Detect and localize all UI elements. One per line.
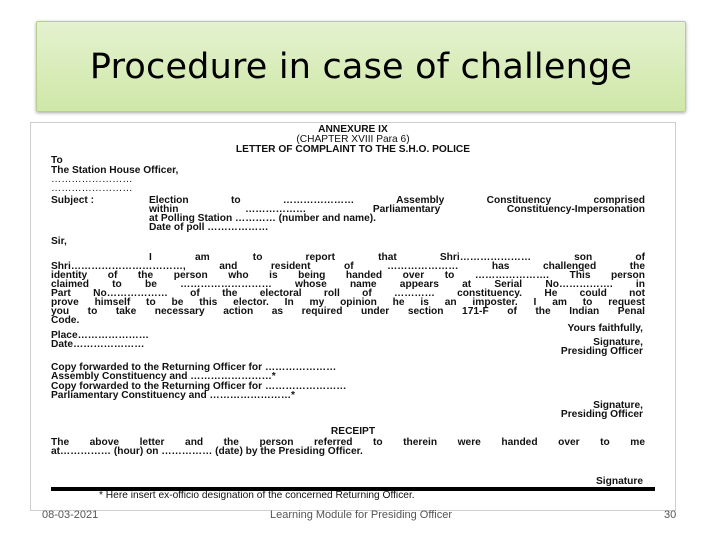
footnote: * Here insert ex-officio designation of the concerned Returning Officer. — [99, 490, 415, 501]
footer-date: 08-03-2021 — [42, 509, 99, 521]
subject-label: Subject : — [51, 195, 95, 206]
body-line-6: prove himself to be this elector. In my opinion he is an imposter. I am to request — [51, 297, 645, 308]
subject-line-2: within ……………… Parliamentary Constituency-Impersonation — [149, 204, 645, 215]
presiding-officer-1: Presiding Officer — [560, 346, 643, 357]
copy-line-3: Copy forwarded to the Returning Officer for …………………… — [51, 381, 347, 392]
date-line: Date………………… — [51, 339, 145, 350]
yours-faithfully: Yours faithfully, — [567, 323, 643, 334]
letter-heading: LETTER OF COMPLAINT TO THE S.H.O. POLICE — [235, 144, 471, 155]
footer-module-name: Learning Module for Presiding Officer — [270, 509, 453, 521]
subject-line-3: at Polling Station ………… (number and name). — [149, 213, 376, 224]
annexure-heading: ANNEXURE IX — [318, 124, 388, 135]
signature-2: Signature, — [593, 400, 643, 411]
body-line-1: I am to report that Shri………………… son of — [149, 252, 645, 263]
title-box — [36, 21, 686, 112]
receipt-line-1: The above letter and the person referred to therein were handed over to me — [51, 437, 645, 448]
slide-title: Procedure in case of challenge — [89, 46, 633, 87]
addressee: The Station House Officer, — [51, 165, 179, 176]
subject-line-1: Election to ………………… Assembly Constituency comprised — [149, 195, 645, 206]
body-line-8: Code. — [51, 315, 80, 326]
place-line: Place………………… — [51, 330, 149, 341]
copy-line-1: Copy forwarded to the Returning Officer for ………………… — [51, 362, 337, 373]
address-dots-2: …………………… — [51, 183, 133, 194]
salutation: Sir, — [51, 236, 67, 247]
receipt-line-2: at…………… (hour) on …………… (date) by the Presiding Officer. — [51, 446, 363, 457]
body-line-4: claimed to be ……………………… whose name appears at Serial No……………. in — [51, 279, 645, 290]
presiding-officer-2: Presiding Officer — [560, 409, 643, 420]
copy-line-4: Parliamentary Constituency and ……………………* — [51, 390, 295, 401]
chapter-reference: (CHAPTER XVIII Para 6) — [296, 134, 410, 145]
body-line-3: identity of the person who is being handed over to …………………. This person — [51, 270, 645, 281]
document-image — [30, 122, 676, 511]
signature-3: Signature — [596, 476, 643, 487]
address-dots-1: …………………… — [51, 174, 133, 185]
to-line: To — [51, 155, 63, 166]
subject-line-4: Date of poll ……………… — [149, 222, 269, 233]
signature-1: Signature, — [593, 337, 643, 348]
body-line-5: Part No……………… of the electoral roll of ………… constituency. He could not — [51, 288, 645, 299]
body-line-7: you to take necessary action as required under section 171-F of the Indian Penal — [51, 306, 645, 317]
page-number: 30 — [664, 509, 677, 521]
receipt-heading: RECEIPT — [330, 426, 376, 437]
copy-line-2: Assembly Constituency and ……………………* — [51, 371, 276, 382]
body-line-2: Shri……………………………, and resident of ………………… has challenged the — [51, 261, 645, 272]
